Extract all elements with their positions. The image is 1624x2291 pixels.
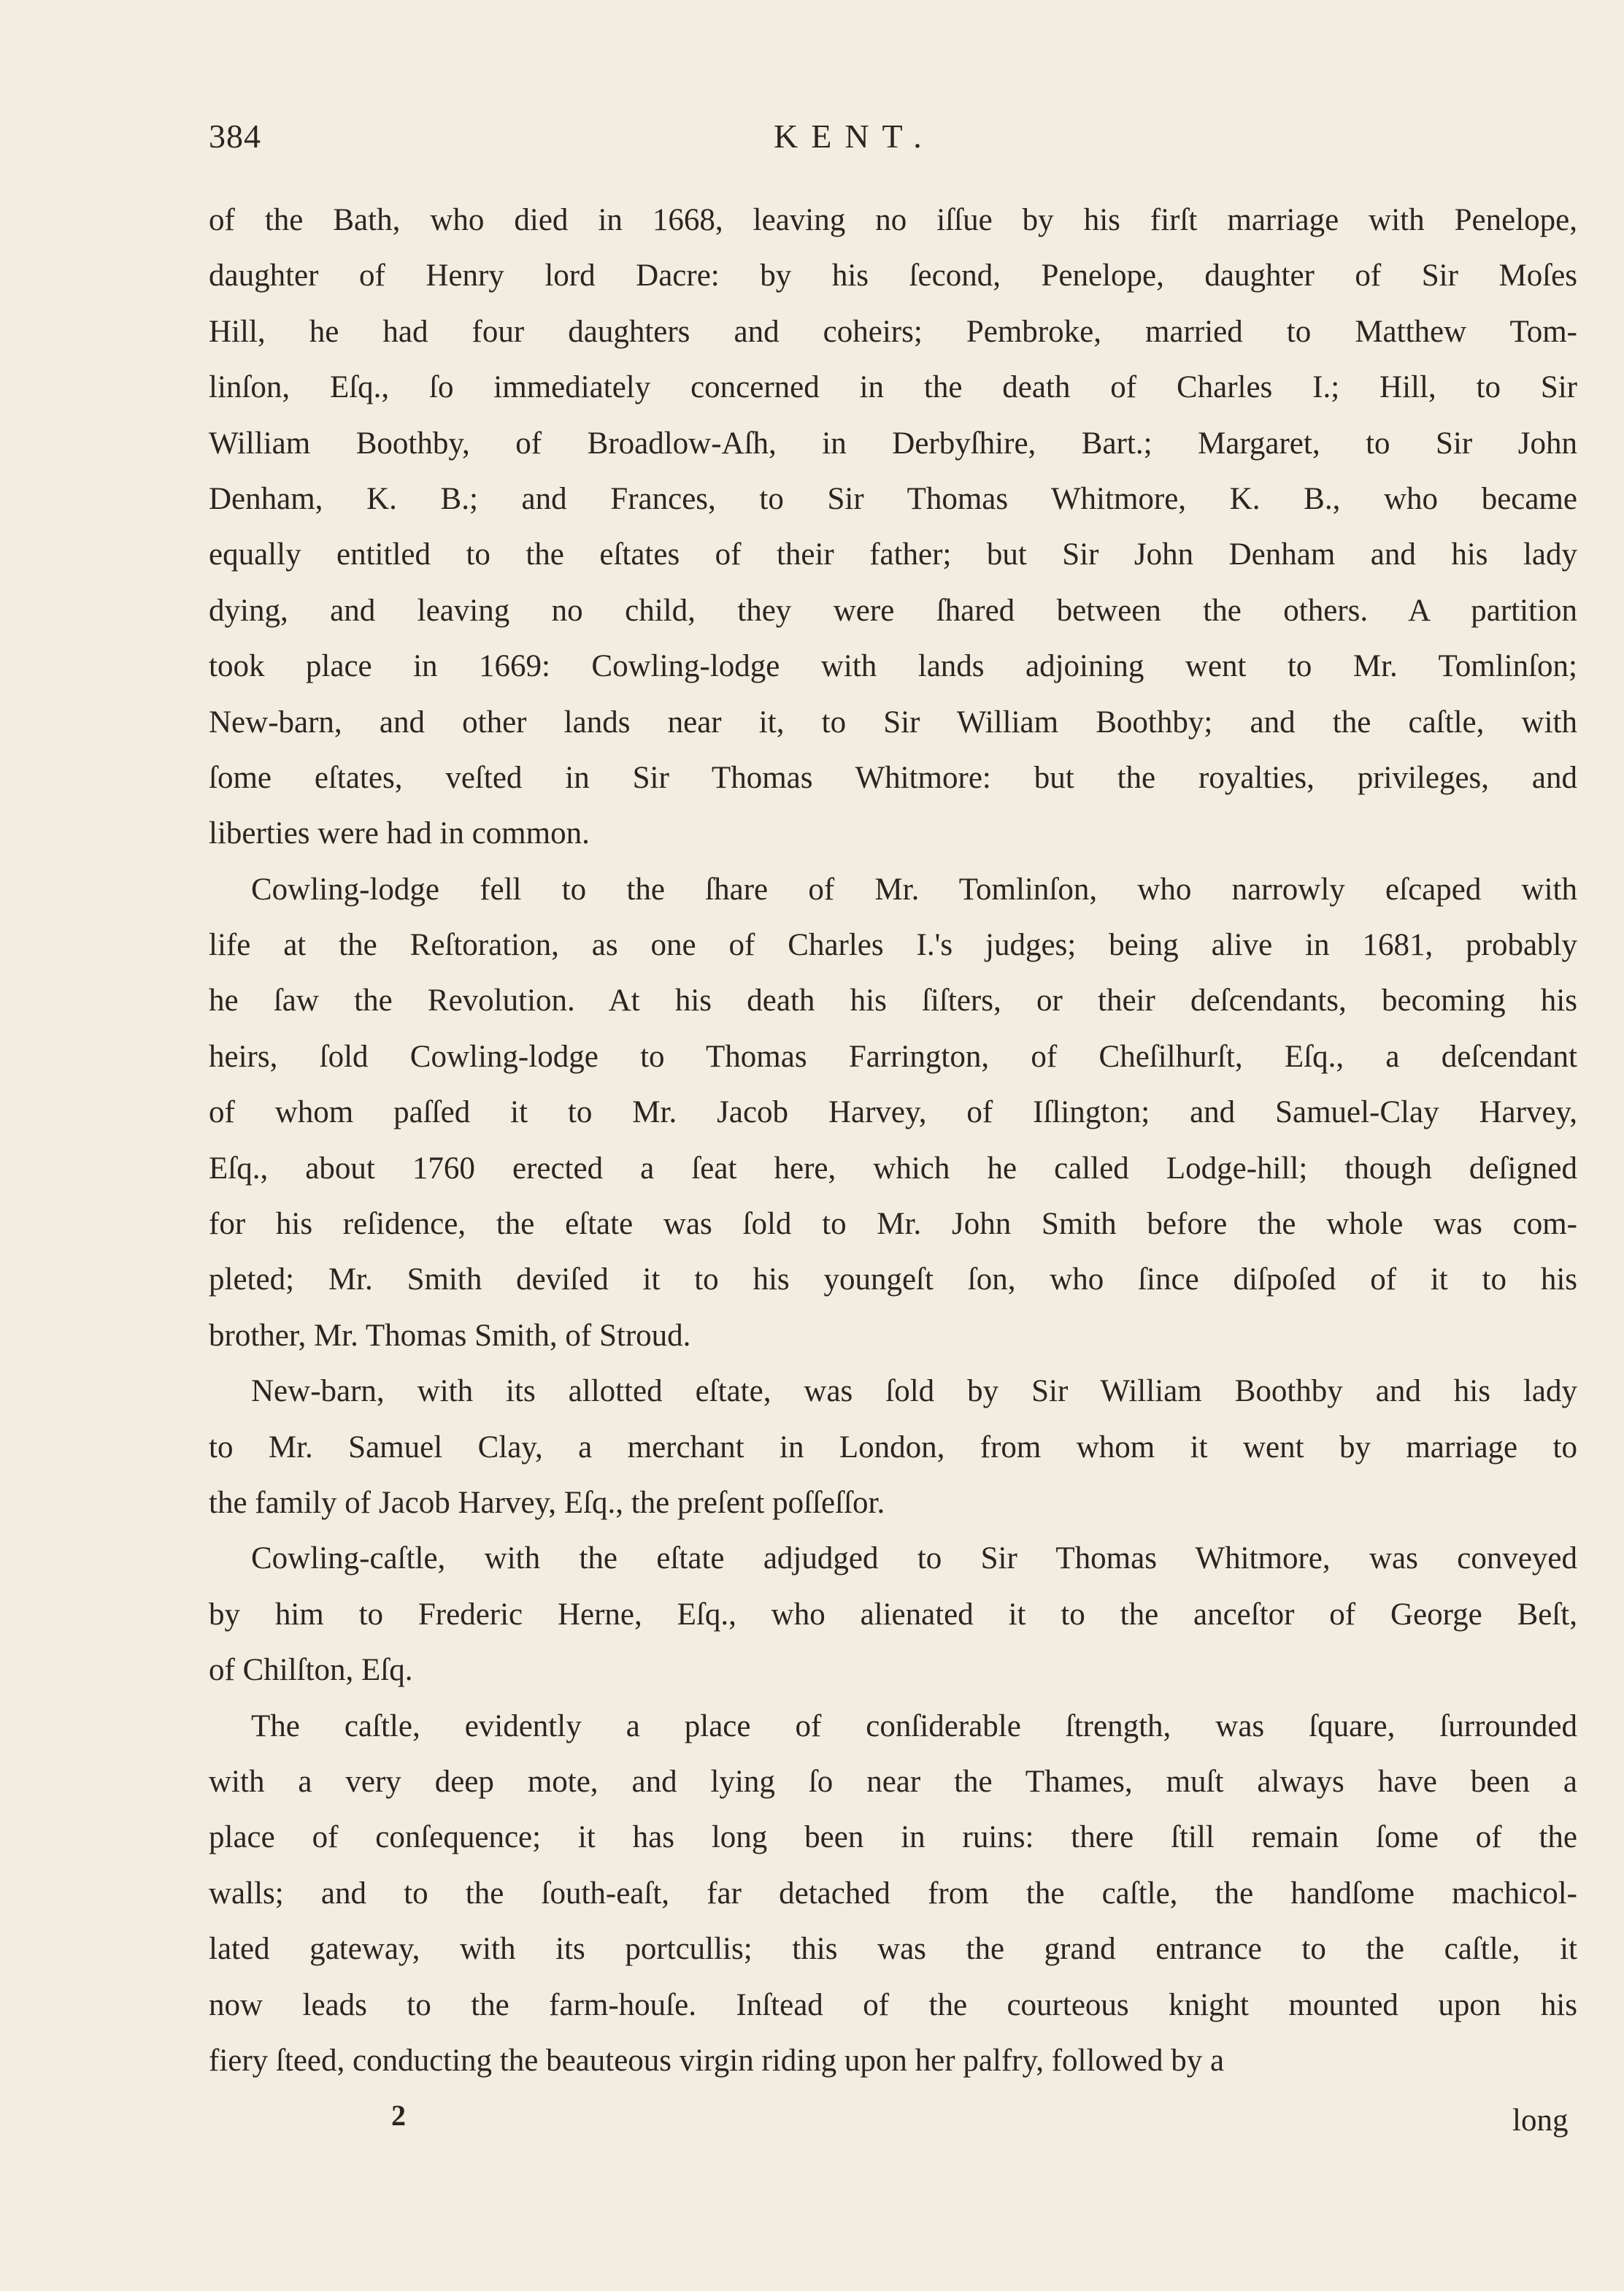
text-line: Cowling-lodge fell to the ſhare of Mr. Tomlinſon, who narrowly eſcaped with: [251, 872, 1577, 907]
text-line: Cowling-caſtle, with the eſtate adjudged to Sir Thomas Whitmore, was conveyed: [251, 1541, 1577, 1576]
text-line: life at the Reſtoration, as one of Charles I.'s judges; being alive in 1681, probably: [209, 928, 1577, 963]
text-line: William Boothby, of Broadlow-Aſh, in Derbyſhire, Bart.; Margaret, to Sir John: [209, 426, 1577, 461]
text-line: New-barn, and other lands near it, to Sir William Boothby; and the caſtle, with: [209, 705, 1577, 740]
body-text: [209, 193, 1577, 2089]
text-line: place of conſequence; it has long been in ruins: there ſtill remain ſome of the: [209, 1820, 1577, 1855]
text-line: daughter of Henry lord Dacre: by his ſecond, Penelope, daughter of Sir Moſes: [209, 258, 1577, 293]
text-line: the family of Jacob Harvey, Eſq., the preſent poſſeſſor.: [209, 1485, 885, 1520]
text-line: linſon, Eſq., ſo immediately concerned in the death of Charles I.; Hill, to Sir: [209, 370, 1577, 405]
text-line: to Mr. Samuel Clay, a merchant in London, from whom it went by marriage to: [209, 1430, 1577, 1465]
text-line: brother, Mr. Thomas Smith, of Stroud.: [209, 1318, 691, 1353]
text-line: of Chilſton, Eſq.: [209, 1653, 413, 1688]
text-line: took place in 1669: Cowling-lodge with lands adjoining went to Mr. Tomlinſon;: [209, 649, 1577, 684]
text-line: of the Bath, who died in 1668, leaving no iſſue by his firſt marriage with Penelope,: [209, 203, 1577, 237]
page-number: 384: [209, 118, 261, 155]
signature-mark: 2: [391, 2099, 406, 2132]
text-line: The caſtle, evidently a place of conſiderable ſtrength, was ſquare, ſurrounded: [251, 1708, 1577, 1743]
text-line: Denham, K. B.; and Frances, to Sir Thomas Whitmore, K. B., who became: [209, 481, 1577, 516]
text-line: dying, and leaving no child, they were ſhared between the others. A partition: [209, 593, 1577, 628]
text-line: lated gateway, with its portcullis; this was the grand entrance to the caſtle, it: [209, 1932, 1577, 1967]
paragraph: [209, 1531, 1577, 1698]
catchword: long: [1512, 2103, 1569, 2138]
text-line: fiery ſteed, conducting the beauteous virgin riding upon her palfry, followed by a: [209, 2043, 1225, 2078]
text-line: Hill, he had four daughters and coheirs; Pembroke, married to Matthew Tom-: [209, 314, 1577, 349]
text-line: Eſq., about 1760 erected a ſeat here, which he called Lodge-hill; though deſigned: [209, 1151, 1577, 1186]
paragraph: [209, 1699, 1577, 2089]
page-footer: [0, 2098, 1624, 2149]
running-title: KENT.: [774, 118, 935, 155]
running-head: [0, 117, 1624, 161]
text-line: now leads to the farm-houſe. Inſtead of the courteous knight mounted upon his: [209, 1987, 1577, 2022]
text-line: pleted; Mr. Smith deviſed it to his youngeſt ſon, who ſince diſpoſed of it to his: [209, 1262, 1577, 1297]
text-line: walls; and to the ſouth-eaſt, far detached from the caſtle, the handſome machicol-: [209, 1876, 1577, 1911]
text-line: for his reſidence, the eſtate was ſold to Mr. John Smith before the whole was com-: [209, 1207, 1577, 1242]
text-line: New-barn, with its allotted eſtate, was ſold by Sir William Boothby and his lady: [251, 1374, 1577, 1409]
text-line: he ſaw the Revolution. At his death his ſiſters, or their deſcendants, becoming his: [209, 983, 1577, 1018]
text-line: with a very deep mote, and lying ſo near the Thames, muſt always have been a: [209, 1764, 1577, 1799]
paragraph: [209, 193, 1577, 862]
paragraph: [209, 862, 1577, 1365]
text-line: ſome eſtates, veſted in Sir Thomas Whitmore: but the royalties, privileges, and: [209, 760, 1577, 795]
text-line: by him to Frederic Herne, Eſq., who alienated it to the anceſtor of George Beſt,: [209, 1597, 1577, 1632]
text-line: of whom paſſed it to Mr. Jacob Harvey, of Iſlington; and Samuel-Clay Harvey,: [209, 1095, 1577, 1130]
text-line: liberties were had in common.: [209, 816, 590, 851]
text-line: heirs, ſold Cowling-lodge to Thomas Farrington, of Cheſilhurſt, Eſq., a deſcendant: [209, 1039, 1577, 1074]
paragraph: [209, 1364, 1577, 1531]
text-line: equally entitled to the eſtates of their father; but Sir John Denham and his lady: [209, 537, 1577, 572]
